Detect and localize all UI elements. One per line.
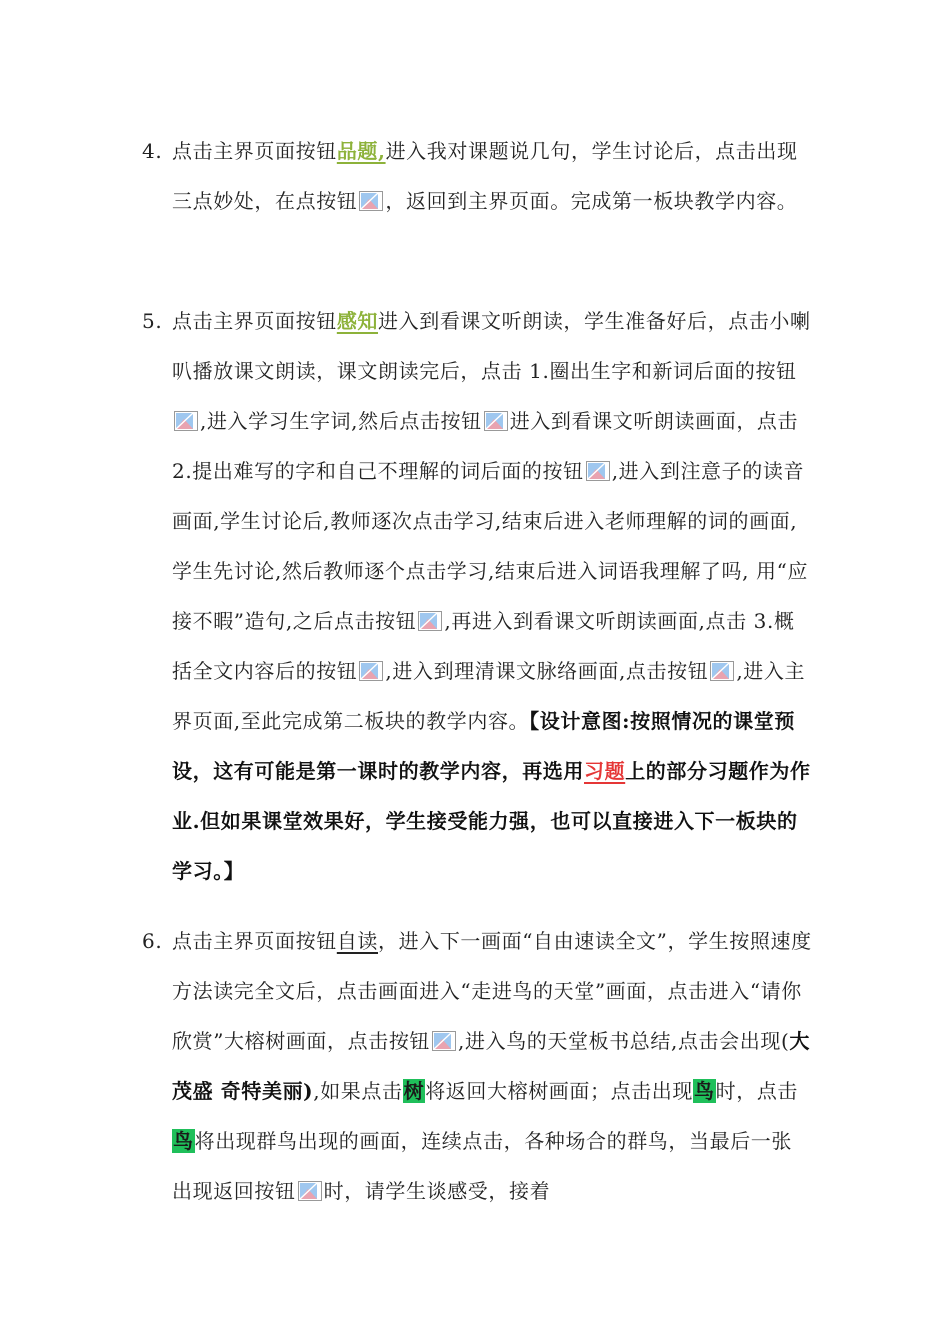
picture-button-icon[interactable] [432,1031,456,1051]
step-text: ,进入到理清课文脉络画面,点击按钮 [385,659,709,683]
step-text: 进入我对课题说几句，学生讨论后，点击出现三点妙处，在点按钮 [172,139,798,213]
step-text: ,进入到注意子的读音画面,学生讨论后,教师逐次点击学习,结束后进入老师理解的词的画面,学生先讨论,然后教师逐个点击学习,结束后进入词语我理解了吗, 用“应接不暇”造句,之后点击按钮 [172,459,809,633]
step-6 [142,916,812,1216]
step-5 [142,296,812,896]
step-text: 进入到看课文听朗读画面，点击 2.提出难写的字和自己不理解的词后面的按钮 [172,409,799,483]
step-text: ,进入鸟的天堂板书总结,点击会出现( [458,1029,790,1053]
step-number: 5. [142,309,163,333]
step-text: 时，请学生谈感受，接着 [323,1179,551,1203]
step-text: 时，点击 [715,1079,799,1103]
bird-hotspot[interactable]: 鸟 [694,1079,715,1103]
picture-button-icon[interactable] [484,411,508,431]
step-number: 4. [142,139,163,163]
step-text: 进入到看课文听朗读，学生准备好后，点击小喇叭播放课文朗读，课文朗读完后，点击 1.圈出生字和新词后面的按钮 [172,309,811,383]
step-text: ,如果点击 [313,1079,403,1103]
design-intent-text: 【设计意图:按照情况的课堂预设，这有可能是第一课时的教学内容，再选用 [172,709,795,783]
link-zidu[interactable]: 自读 [336,929,379,953]
picture-button-icon[interactable] [174,411,198,431]
picture-button-icon[interactable] [359,661,383,681]
step-4 [142,126,812,226]
picture-button-icon[interactable] [710,661,734,681]
picture-button-icon[interactable] [298,1181,322,1201]
link-xiti[interactable]: 习题 [584,759,626,783]
step-text: 将返回大榕树画面；点击出现 [425,1079,694,1103]
step-text: ,进入学习生字词,然后点击按钮 [200,409,482,433]
step-text: 点击主界页面按钮 [172,309,337,333]
board-summary-text: 大 茂盛 奇特美丽) [172,1029,810,1103]
tree-hotspot[interactable]: 树 [403,1079,425,1103]
step-text: ，返回到主界页面。完成第一板块教学内容。 [385,189,798,213]
link-pinti[interactable]: 品题, [336,139,386,163]
step-text: 点击主界页面按钮 [172,929,337,953]
step-text: ，进入下一画面“自由速读全文”，学生按照速度方法读完全文后，点击画面进入“走进鸟的天堂”画面，点击进入“请你欣赏”大榕树画面，点击按钮 [172,929,812,1053]
link-ganzhi[interactable]: 感知 [336,309,379,333]
step-text: ,进入主界页面,至此完成第二板块的教学内容。 [172,659,806,733]
picture-button-icon[interactable] [418,611,442,631]
step-number: 6. [142,929,163,953]
step-text: 点击主界页面按钮 [172,139,337,163]
design-intent-text: 上的部分习题作为作业.但如果课堂效果好，学生接受能力强，也可以直接进入下一板块的学习。】 [172,759,811,883]
step-text: 将出现群鸟出现的画面，连续点击，各种场合的群鸟，当最后一张出现返回按钮 [172,1129,793,1203]
picture-button-icon[interactable] [359,191,383,211]
bird-hotspot[interactable]: 鸟 [173,1129,194,1153]
step-text: ,再进入到看课文听朗读画面,点击 3.概括全文内容后的按钮 [172,609,795,683]
picture-button-icon[interactable] [586,461,610,481]
